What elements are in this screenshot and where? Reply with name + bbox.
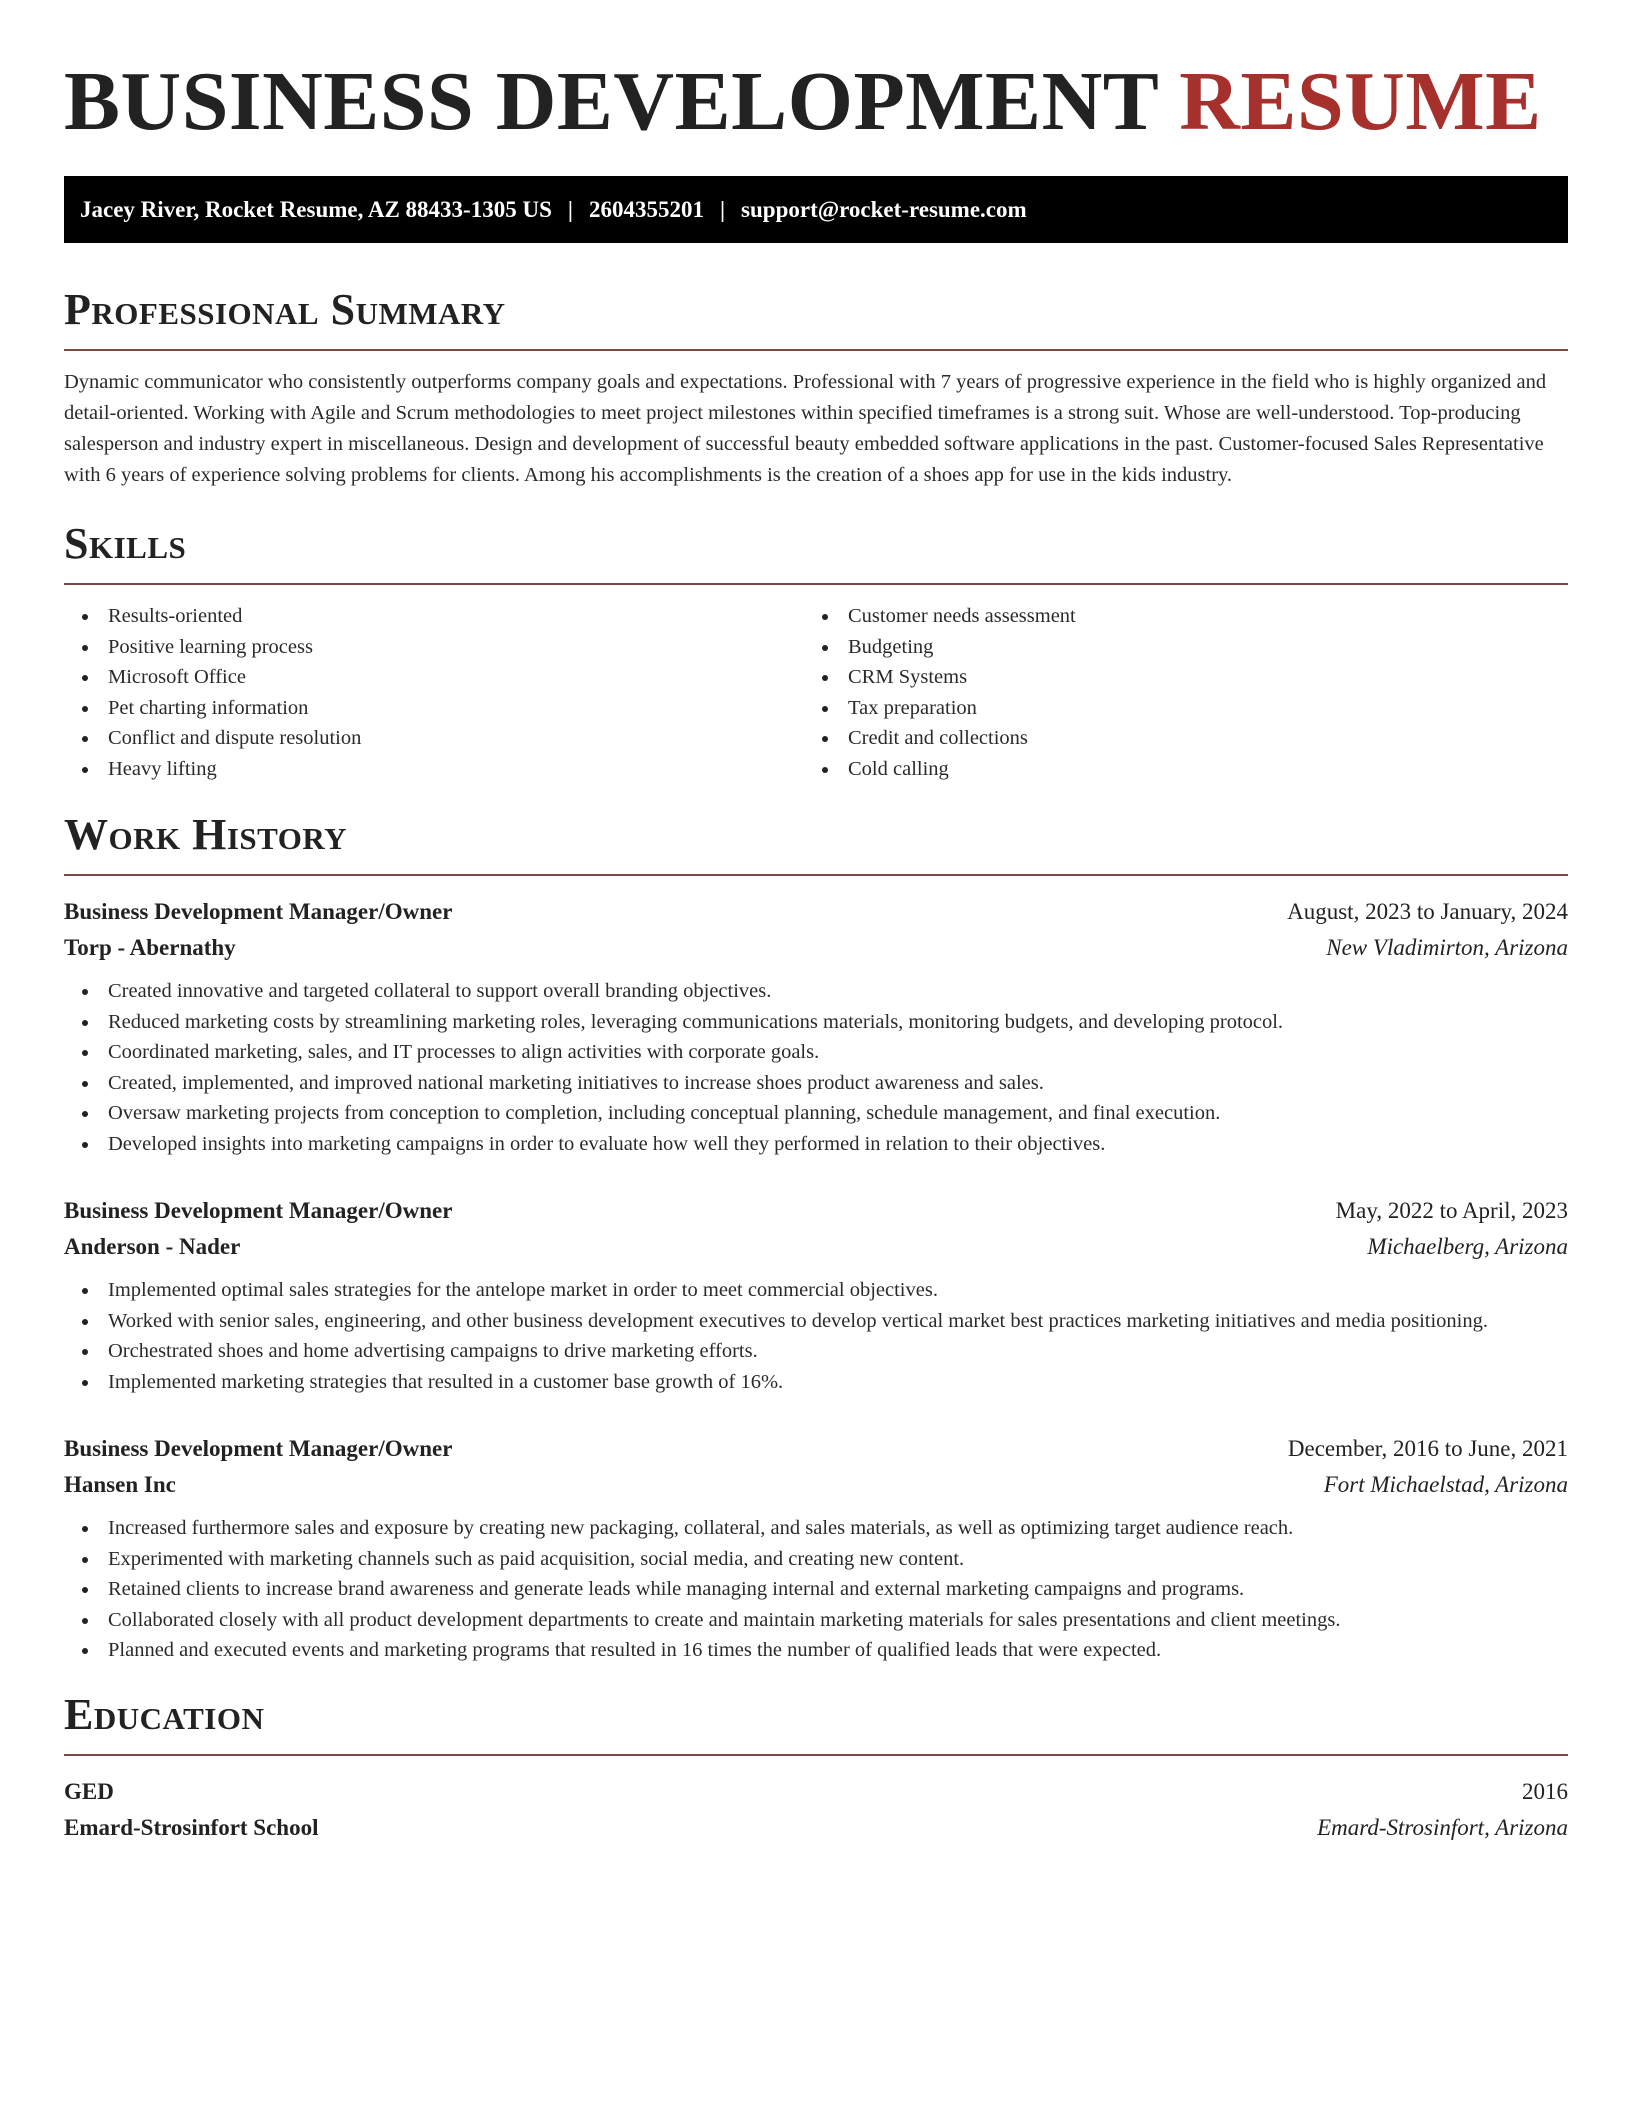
job-company-row [64,1229,1568,1265]
job-company: Torp - Abernathy [64,935,236,960]
job-entry [64,1431,1568,1666]
duty-item: Retained clients to increase brand awareness and generate leads while managing internal and external marketing campaigns and programs. [108,1574,1568,1605]
skill-item: Cold calling [848,754,1544,785]
contact-separator: | [567,196,573,222]
duty-item: Collaborated closely with all product development departments to create and maintain marketing materials for sales presentations and client meetings. [108,1605,1568,1636]
skill-item: Credit and collections [848,723,1544,754]
contact-bar [64,176,1568,243]
education-school: Emard-Strosinfort School [64,1814,319,1840]
job-entry [64,1193,1568,1397]
contact-address: Jacey River, Rocket Resume, AZ 88433-1305 US [80,196,552,222]
job-duties [64,1513,1568,1666]
education-section [64,1690,1568,1846]
job-duties [64,1275,1568,1397]
skill-item: Conflict and dispute resolution [108,723,804,754]
job-header-row [64,894,1568,930]
duty-item: Reduced marketing costs by streamlining marketing roles, leveraging communications materials, monitoring budgets, and developing protocol. [108,1007,1568,1038]
job-dates: August, 2023 to January, 2024 [1287,899,1568,924]
duty-item: Created innovative and targeted collateral to support overall branding objectives. [108,976,1568,1007]
skill-item: Budgeting [848,632,1544,663]
duty-item: Worked with senior sales, engineering, and other business development executives to develop vertical market best practices marketing initiatives and media positioning. [108,1306,1568,1337]
job-company-row [64,930,1568,966]
skill-item: Customer needs assessment [848,601,1544,632]
education-location: Emard-Strosinfort, Arizona [1317,1814,1568,1840]
skill-item: Pet charting information [108,693,804,724]
duty-item: Orchestrated shoes and home advertising campaigns to drive marketing efforts. [108,1336,1568,1367]
section-divider [64,583,1568,585]
duty-item: Oversaw marketing projects from conception to completion, including conceptual planning, schedule management, and final execution. [108,1098,1568,1129]
job-header-row [64,1193,1568,1229]
skill-item: Microsoft Office [108,662,804,693]
education-heading: Education [64,1689,265,1739]
section-divider [64,1754,1568,1756]
education-year: 2016 [1522,1778,1568,1804]
section-divider [64,349,1568,351]
skill-item: Positive learning process [108,632,804,663]
contact-email: support@rocket-resume.com [741,196,1027,222]
skills-list-left [64,601,804,784]
resume-title [64,52,1568,152]
work-history-section [64,810,1568,1666]
job-company: Hansen Inc [64,1472,176,1497]
job-dates: May, 2022 to April, 2023 [1335,1198,1568,1223]
job-header-row [64,1431,1568,1467]
skills-list-right [804,601,1544,784]
education-school-row [64,1810,1568,1846]
title-main: BUSINESS DEVELOPMENT [64,55,1158,148]
job-entry [64,894,1568,1159]
duty-item: Implemented marketing strategies that resulted in a customer base growth of 16%. [108,1367,1568,1398]
job-company-row [64,1467,1568,1503]
duty-item: Developed insights into marketing campaigns in order to evaluate how well they performed in relation to their objectives. [108,1129,1568,1160]
education-degree: GED [64,1778,114,1804]
job-title: Business Development Manager/Owner [64,1436,453,1461]
job-duties [64,976,1568,1159]
job-location: Fort Michaelstad, Arizona [1323,1472,1568,1497]
contact-phone: 2604355201 [588,196,704,222]
job-company: Anderson - Nader [64,1234,241,1259]
contact-separator: | [719,196,726,222]
skill-item: CRM Systems [848,662,1544,693]
duty-item: Planned and executed events and marketing programs that resulted in 16 times the number of qualified leads that were expected. [108,1635,1568,1666]
summary-heading: Professional Summary [64,285,506,334]
duty-item: Increased furthermore sales and exposure by creating new packaging, collateral, and sales materials, as well as optimizing target audience reach. [108,1513,1568,1544]
job-title: Business Development Manager/Owner [64,1198,453,1223]
summary-section [64,285,1568,491]
job-location: Michaelberg, Arizona [1367,1234,1568,1259]
education-entry [64,1774,1568,1846]
duty-item: Coordinated marketing, sales, and IT processes to align activities with corporate goals. [108,1037,1568,1068]
job-dates: December, 2016 to June, 2021 [1287,1436,1568,1461]
skill-item: Heavy lifting [108,754,804,785]
duty-item: Implemented optimal sales strategies for the antelope market in order to meet commercial objectives. [108,1275,1568,1306]
job-title: Business Development Manager/Owner [64,899,453,924]
work-history-heading: Work History [64,810,348,859]
skill-item: Results-oriented [108,601,804,632]
skills-section [64,519,1568,784]
summary-text: Dynamic communicator who consistently outperforms company goals and expectations. Professional with 7 years of progressive experience in the field who is highly organized and detail-oriented. Working with Agile and Scrum methodologies to meet project milestones within specified timeframes is a strong suit. Whose are well-understood. Top-producing salesperson and industry expert in miscellaneous. Design and development of successful beauty embedded software applications in the past. Customer-focused Sales Representative with 6 years of experience solving problems for clients. Among his accomplishments is the creation of a shoes app for use in the kids industry. [64,371,1547,486]
skill-item: Tax preparation [848,693,1544,724]
title-accent: RESUME [1179,55,1542,148]
skills-heading: Skills [64,519,187,568]
section-divider [64,874,1568,876]
education-degree-row [64,1774,1568,1810]
job-location: New Vladimirton, Arizona [1326,935,1568,960]
duty-item: Experimented with marketing channels such as paid acquisition, social media, and creating new content. [108,1544,1568,1575]
duty-item: Created, implemented, and improved national marketing initiatives to increase shoes product awareness and sales. [108,1068,1568,1099]
skills-grid [64,601,1568,784]
